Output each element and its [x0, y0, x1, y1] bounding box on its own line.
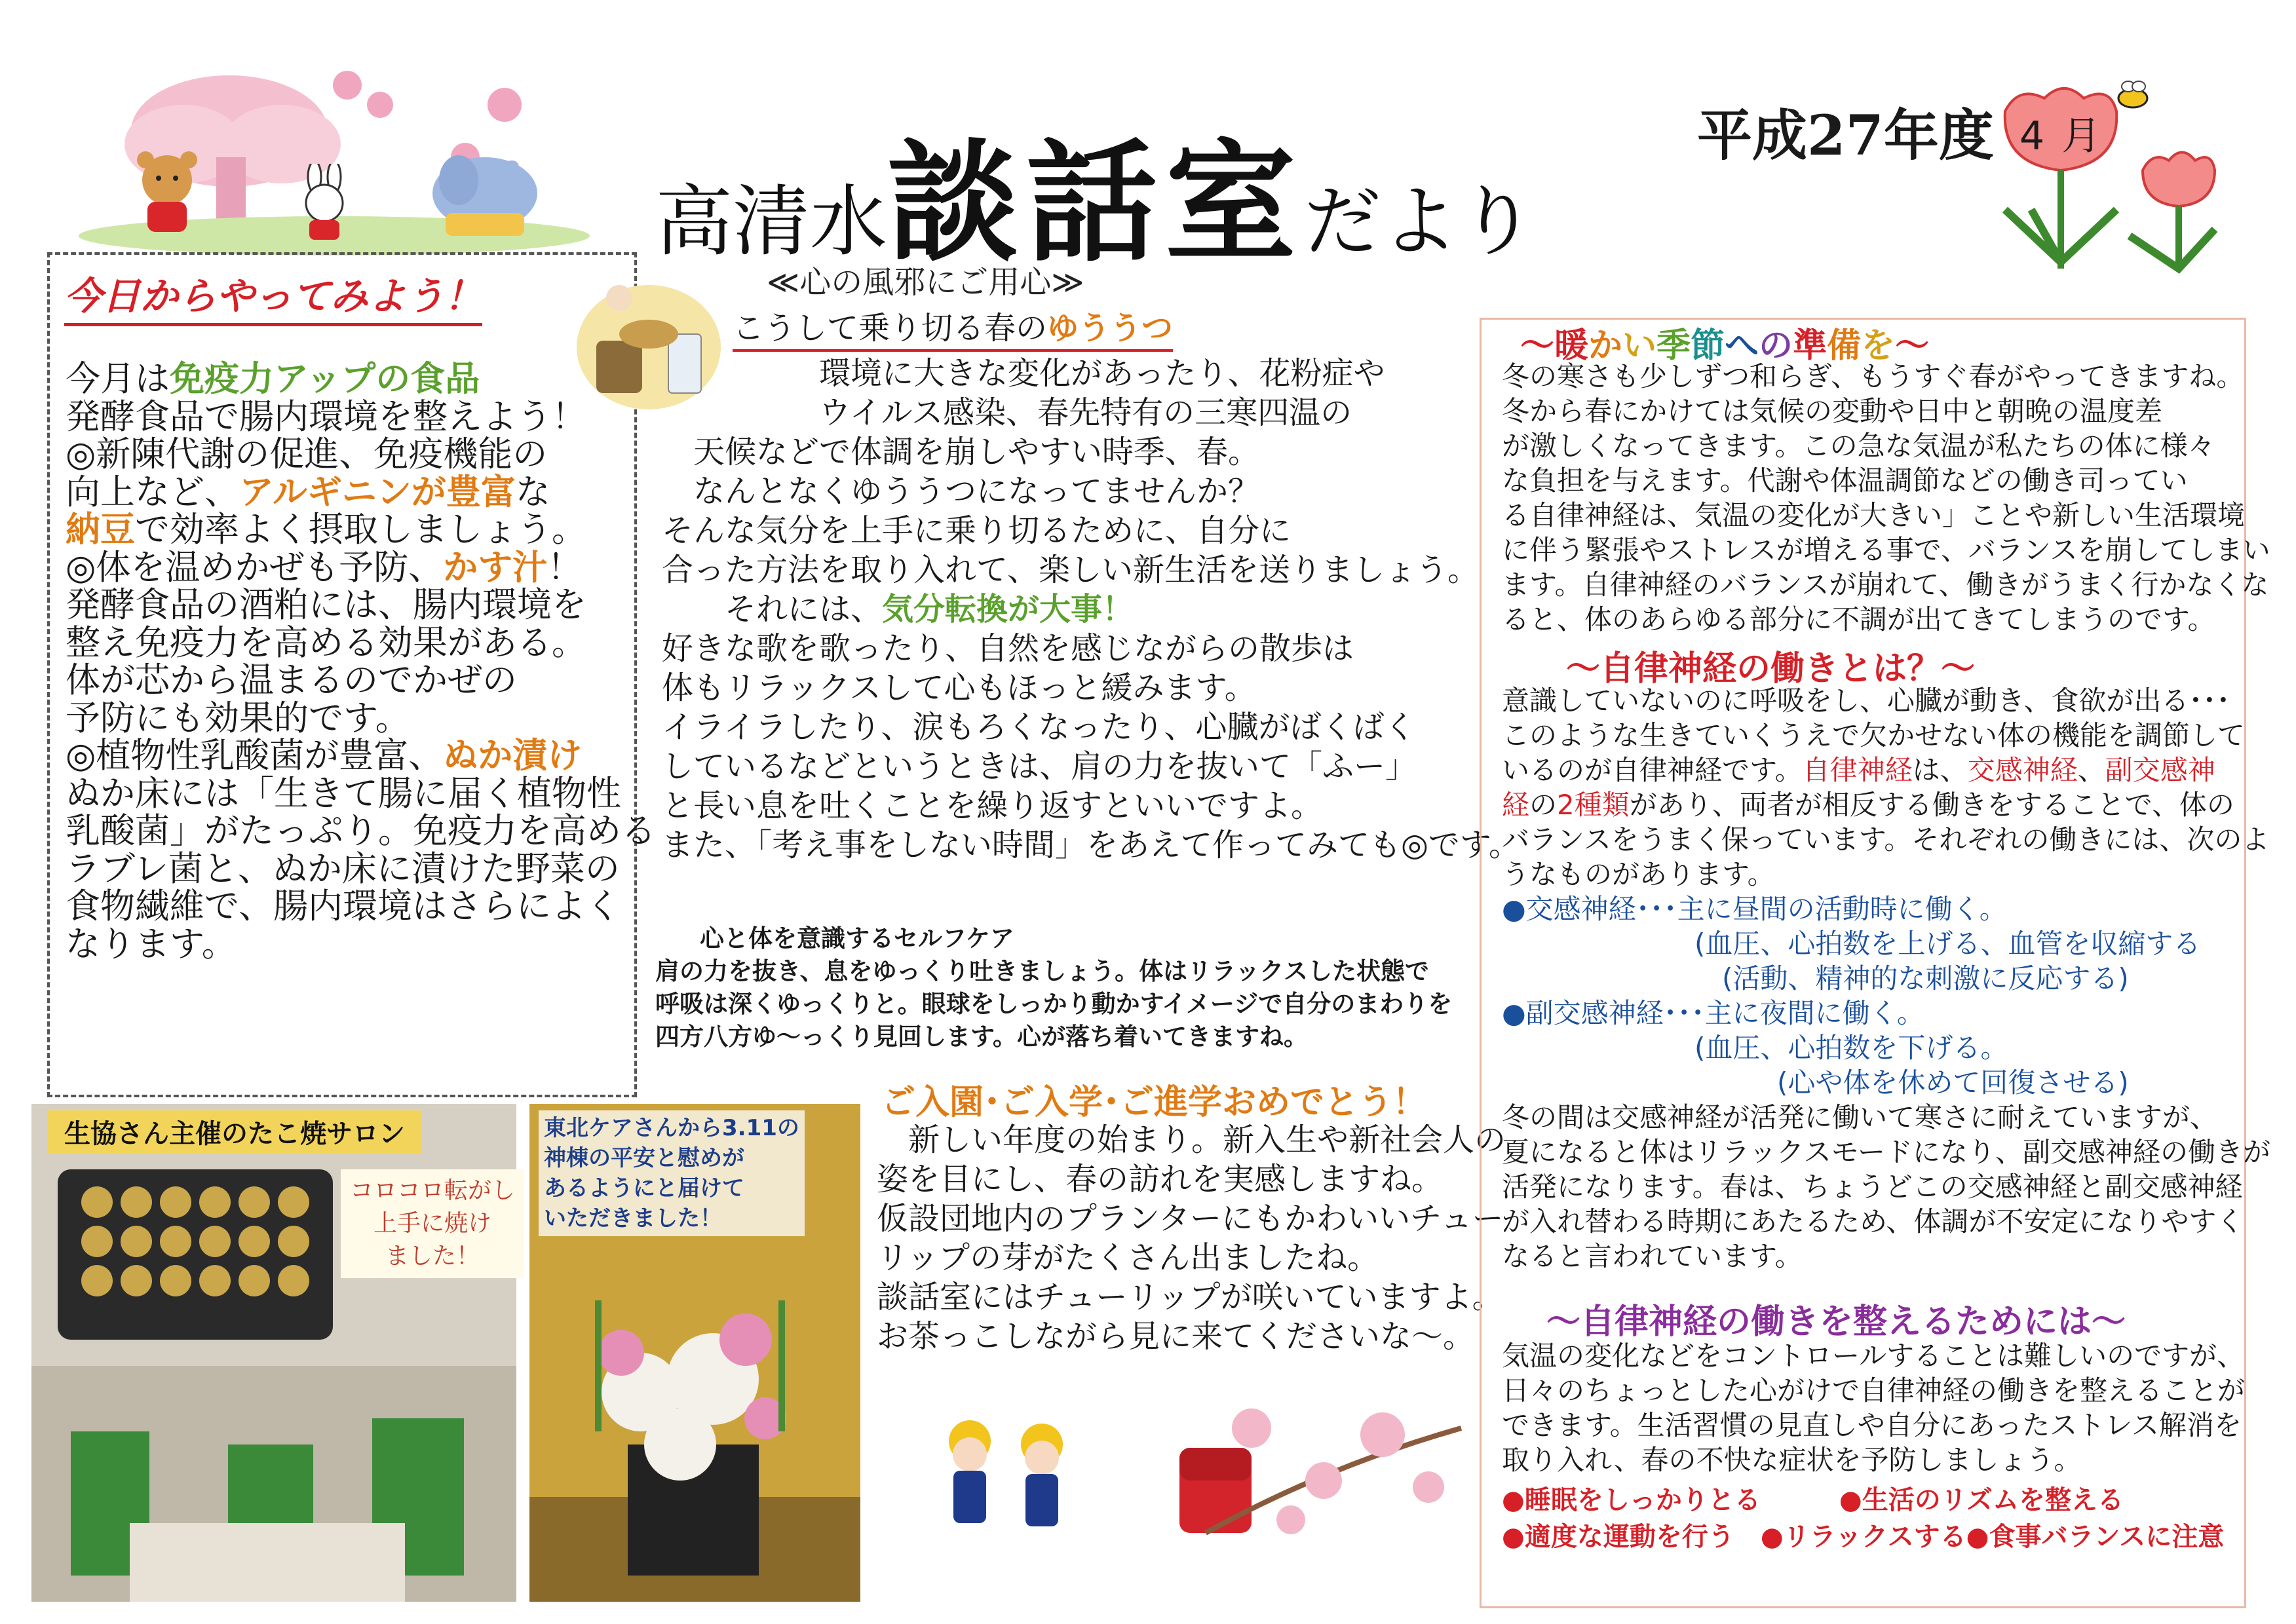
text-run: 乳酸菌」がたっぷり。免疫力を高める — [66, 811, 656, 851]
text-line — [662, 590, 1461, 629]
text-run: 食物繊維で、腸内環境はさらによく — [66, 886, 621, 926]
flower-caption-line: いただきました！ — [544, 1205, 722, 1232]
text-line — [662, 629, 1461, 668]
text-run: ウイルス感染、春先特有の三寒四温の — [662, 394, 1352, 431]
text-line — [1502, 683, 2239, 718]
text-run: イライラしたり、涙もろくなったり、心臓がばくばく — [662, 709, 1416, 746]
heading-char: か — [1588, 326, 1623, 366]
text-run: それには、 — [662, 591, 883, 628]
month-suffix: 月 — [2061, 113, 2101, 159]
highlight-text: かす汁 — [443, 547, 548, 588]
text-line — [662, 825, 1521, 865]
selfcare-line: 四方八方ゆ～っくり見回します。心が落ち着いてきますね。 — [655, 1023, 1309, 1051]
text-run: 意識していないのに呼吸をし、心臓が動き、食欲が出る･･･ — [1502, 685, 2230, 717]
takoyaki-note-line: コロコロ転がし — [350, 1177, 516, 1204]
text-run: 取り入れ、春の不快な症状を予防しましょう。 — [1502, 1444, 2082, 1476]
text-run: な負担を与えます。代謝や体温調節などの働き司ってい — [1502, 464, 2188, 497]
middle-title: ≪心の風邪にご用心≫ — [767, 264, 1084, 301]
text-line — [1502, 1169, 2243, 1204]
right-tips — [1502, 1482, 2239, 1555]
highlight-text: 経 — [1502, 789, 1530, 821]
bee-icon — [2110, 79, 2156, 111]
text-line — [662, 786, 1461, 825]
month-label — [2019, 105, 2101, 161]
text-run: いるのが自律神経です。 — [1502, 754, 1803, 786]
text-run: ぬか床には「生きて腸に届く植物性 — [66, 773, 621, 814]
text-run: しているなどというときは、肩の力を抜いて「ふー」 — [662, 748, 1417, 785]
text-line — [1502, 602, 2239, 637]
ceremony-body — [877, 1120, 1506, 1356]
flower-caption-line: あるようにと届けて — [544, 1175, 744, 1201]
text-run: また、「考え事をしない時間」をあえて作ってみても◎です。 — [662, 827, 1521, 863]
ceremony-line: 談話室にはチューリップが咲いていますよ。 — [877, 1279, 1504, 1315]
text-run: 発酵食品の酒粕には、腸内環境を — [66, 585, 586, 625]
heading-char: い — [1622, 326, 1657, 366]
text-line — [66, 700, 629, 738]
text-line — [1502, 1204, 2244, 1239]
text-run: な — [515, 472, 550, 512]
text-line — [1502, 892, 2239, 926]
selfcare-title: 心と体を意識するセルフケア — [700, 924, 1014, 953]
fiscal-year: 平成27年度 — [1697, 103, 1994, 168]
middle-subtitle-keyword: ゆううつ — [1047, 310, 1174, 347]
text-line — [66, 737, 629, 775]
text-run: ！ — [547, 547, 583, 588]
text-line — [1502, 1065, 2239, 1100]
text-run: ます。自律神経のバランスが崩れて、働きがうまく行かなくな — [1502, 569, 2269, 601]
text-run: 体が芯から温まるのでかぜの — [66, 660, 517, 700]
text-line — [1502, 1135, 2271, 1169]
text-line — [1502, 787, 2239, 822]
selfcare-line: 呼吸は深くゆっくりと。眼球をしっかり動かすイメージで自分のまわりを — [655, 990, 1453, 1018]
text-line — [66, 811, 656, 851]
text-run: 予防にも効果的です。 — [66, 698, 410, 738]
text-run: の — [1529, 789, 1558, 821]
ceremony-title: ご入園･ご入学･ご進学おめでとう！ — [881, 1083, 1427, 1122]
text-run: ◎植物性乳酸菌が豊富、 — [66, 736, 444, 776]
flower-caption-line: 東北ケアさんから3.11の — [544, 1115, 799, 1141]
text-run: 夏になると体はリラックスモードになり、副交感神経の働きが — [1502, 1136, 2271, 1168]
text-line — [66, 850, 629, 888]
text-line — [66, 398, 629, 436]
text-line — [1502, 1373, 2246, 1408]
text-line — [1502, 753, 2239, 787]
highlight-text: ●適度な運動を行う ●リラックスする●食事バランスに注意 — [1502, 1522, 2225, 1552]
text-line — [662, 511, 1461, 550]
text-run: 向上など、 — [66, 472, 239, 512]
text-run: 活発になります。春は、ちょうどこの交感神経と副交感神経 — [1502, 1171, 2243, 1203]
highlight-text: 交感神経 — [1967, 754, 2078, 786]
title-main: 談話室 — [887, 126, 1305, 280]
ceremony-line: 姿を目にし、春の訪れを実感しますね。 — [877, 1161, 1444, 1198]
text-run: なると言われています。 — [1502, 1240, 1803, 1272]
text-run: 発酵食品で腸内環境を整えよう！ — [66, 396, 586, 437]
left-body — [66, 359, 656, 964]
text-line — [1502, 857, 2239, 892]
highlight-text: (血圧、心拍数を上げる、血管を収縮する — [1502, 928, 2201, 960]
text-run: 気温の変化などをコントロールすることは難しいのですが、 — [1502, 1340, 2245, 1372]
text-run: る自律神経は、気温の変化が大きい」ことや新しい生活環境 — [1502, 499, 2246, 531]
selfcare-line: 肩の力を抜き、息をゆっくり吐きましょう。体はリラックスした状態で — [655, 957, 1430, 985]
text-line — [66, 624, 629, 662]
text-line — [662, 432, 1461, 472]
text-run: なります。 — [66, 924, 237, 964]
text-line — [1502, 996, 2239, 1030]
highlight-text: ぬか漬け — [443, 736, 583, 776]
month-number: 4 — [2019, 113, 2045, 159]
heading-char: 準 — [1793, 326, 1827, 366]
heading-char: 季 — [1656, 326, 1691, 366]
text-run: 今月は — [66, 359, 170, 399]
text-run: 、 — [2077, 754, 2105, 786]
right-block-2 — [1502, 683, 2271, 1274]
elephant-icon — [419, 141, 550, 239]
highlight-text: 自律神経 — [1802, 754, 1913, 786]
text-line — [1502, 926, 2239, 961]
text-line — [66, 586, 629, 624]
text-run: 体もリラックスして心もほっと緩みます。 — [662, 670, 1256, 706]
text-line — [662, 472, 1461, 511]
text-line — [1502, 718, 2246, 753]
heading-char: を — [1861, 326, 1896, 366]
middle-subtitle — [733, 303, 1173, 352]
text-run: ◎体を温めかぜも予防、 — [66, 547, 444, 588]
text-line — [1502, 961, 2239, 996]
highlight-text: 気分転換が大事！ — [882, 591, 1134, 628]
text-line — [1502, 1443, 2239, 1477]
right-heading-3: ～自律神経の働きを整えるためには～ — [1546, 1302, 2126, 1342]
tulip-icon — [1979, 72, 2228, 275]
flower-caption — [539, 1110, 805, 1236]
highlight-text: 副交感神 — [2105, 754, 2215, 786]
text-line — [1502, 1030, 2239, 1065]
text-line — [1502, 1519, 2239, 1555]
text-line — [66, 926, 629, 964]
text-line — [1502, 1100, 2239, 1135]
text-line — [1502, 463, 2239, 498]
heading-char: へ — [1725, 326, 1759, 366]
text-run: が激しくなってきます。この急な気温が私たちの体に様々 — [1502, 430, 2215, 462]
text-run: ラブレ菌と、ぬか床に漬けた野菜の — [66, 848, 620, 889]
highlight-text: ●副交感神経･･･主に夜間に働く。 — [1502, 997, 1924, 1029]
title-suffix: だより — [1304, 176, 1537, 267]
text-run: うなものがあります。 — [1502, 858, 1775, 890]
text-line — [66, 775, 629, 813]
schoolchild-icon — [930, 1408, 1081, 1566]
cherry-blossom-icon — [1193, 1389, 1468, 1546]
takoyaki-caption: 生協さん主催のたこ焼サロン — [47, 1110, 422, 1153]
text-line — [662, 550, 1480, 590]
text-run: と長い息を吐くことを繰り返すといいですよ。 — [662, 787, 1323, 824]
middle-body — [662, 354, 1521, 865]
text-line — [1502, 1408, 2242, 1443]
selfcare-section — [655, 922, 1468, 1053]
right-block-1 — [1502, 359, 2270, 637]
heading-tilde: ～ — [1895, 326, 1930, 366]
text-line — [662, 668, 1461, 708]
highlight-text: 免疫力アップの食品 — [170, 359, 480, 399]
takoyaki-note-line: 上手に焼け — [373, 1210, 492, 1237]
text-line — [66, 436, 629, 474]
heading-tilde: ～ — [1520, 326, 1555, 366]
left-heading: 今日からやってみよう！ — [64, 265, 482, 326]
text-line — [66, 511, 629, 549]
bear-icon — [131, 151, 203, 236]
text-run: 冬の間は交感神経が活発に働いて寒さに耐えていますが、 — [1502, 1101, 2218, 1133]
text-run: バランスをうまく保っています。それぞれの働きには、次のよ — [1502, 823, 2270, 856]
text-line — [66, 360, 629, 398]
text-run: このような生きていくうえで欠かせない体の機能を調節して — [1502, 719, 2246, 751]
middle-subtitle-text: こうして乗り切る春の — [733, 310, 1048, 347]
text-line — [662, 393, 1461, 432]
flower-caption-line: 神棟の平安と慰めが — [544, 1145, 744, 1171]
text-line — [1502, 822, 2270, 857]
highlight-text: 納豆 — [66, 510, 135, 550]
text-line — [662, 708, 1461, 747]
highlight-text: (心や体を休めて回復させる) — [1502, 1067, 2129, 1099]
text-line — [1502, 567, 2269, 602]
text-line — [66, 662, 629, 700]
text-line — [66, 549, 629, 587]
highlight-text: ●交感神経･･･主に昼間の活動時に働く。 — [1502, 893, 2007, 925]
text-run: 整え免疫力を高める効果がある。 — [66, 622, 586, 663]
text-run: は、 — [1912, 754, 1968, 786]
right-heading-2: ～自律神経の働きとは？～ — [1566, 649, 1976, 689]
text-line — [66, 474, 629, 512]
text-line — [1502, 359, 2244, 394]
text-run: 天候などで体調を崩しやすい時季、春。 — [662, 434, 1260, 470]
highlight-text: ●睡眠をしっかりとる ●生活のリズムを整える — [1502, 1485, 2124, 1515]
ceremony-line: リップの芽がたくさん出ましたね。 — [877, 1239, 1379, 1276]
right-block-3 — [1502, 1338, 2246, 1477]
text-run: 環境に大きな変化があったり、花粉症や — [662, 355, 1385, 392]
text-run: があり、両者が相反する働きをすることで、体の — [1629, 789, 2234, 821]
ceremony-line: 新しい年度の始まり。新入生や新社会人の — [877, 1122, 1506, 1158]
text-line — [1502, 394, 2239, 428]
text-run: 冬から春にかけては気候の変動や日中と朝晩の温度差 — [1502, 395, 2163, 427]
text-run: で効率よく摂取しましょう。 — [135, 510, 586, 550]
heading-char: 暖 — [1554, 326, 1589, 366]
text-run: に伴う緊張やストレスが増える事で、バランスを崩してしまい — [1502, 534, 2270, 566]
text-run: 日々のちょっとした心がけで自律神経の働きを整えることが — [1502, 1374, 2246, 1407]
ceremony-line: 仮設団地内のプランターにもかわいいチュー — [877, 1200, 1504, 1237]
text-run: 好きな歌を歌ったり、自然を感じながらの散歩は — [662, 630, 1354, 667]
highlight-text: (血圧、心拍数を下げる。 — [1502, 1032, 2008, 1064]
text-run: ◎新陳代謝の促進、免疫機能の — [66, 434, 548, 474]
text-line — [1502, 533, 2270, 567]
takoyaki-note-line: ました！ — [385, 1243, 480, 1270]
text-run: なんとなくゆううつになってませんか？ — [662, 473, 1260, 510]
heading-char: 備 — [1827, 326, 1862, 366]
text-run: ると、体のあらゆる部分に不調が出てきてしまうのです。 — [1502, 603, 2215, 635]
text-line — [662, 354, 1461, 393]
takoyaki-note — [341, 1169, 524, 1278]
text-run: そんな気分を上手に乗り切るために、自分に — [662, 512, 1292, 549]
ceremony-line: お茶っこしながら見に来てくださいな～。 — [877, 1318, 1475, 1355]
text-line — [1502, 1338, 2245, 1373]
highlight-text: (活動、精神的な刺激に反応する) — [1502, 962, 2129, 994]
text-line — [662, 747, 1461, 786]
text-run: 冬の寒さも少しずつ和らぎ、もうすぐ春がやってきますね。 — [1502, 360, 2244, 392]
text-line — [1502, 428, 2239, 463]
highlight-text: 2種類 — [1557, 789, 1630, 821]
title-prefix: 高清水 — [655, 176, 888, 267]
text-line — [1502, 498, 2246, 533]
highlight-text: アルギニンが豊富 — [239, 472, 516, 512]
heading-char: の — [1759, 326, 1793, 366]
text-run: できます。生活習慣の見直しや自分にあったストレス解消を — [1502, 1409, 2242, 1441]
rabbit-icon — [288, 164, 360, 242]
heading-char: 節 — [1691, 326, 1725, 366]
text-line — [1502, 1482, 2239, 1519]
text-line — [1502, 1239, 2239, 1274]
text-line — [66, 888, 629, 926]
text-run: 合った方法を取り入れて、楽しい新生活を送りましょう。 — [662, 552, 1480, 588]
text-run: が入れ替わる時期にあたるため、体調が不安定になりやすく — [1502, 1205, 2244, 1237]
